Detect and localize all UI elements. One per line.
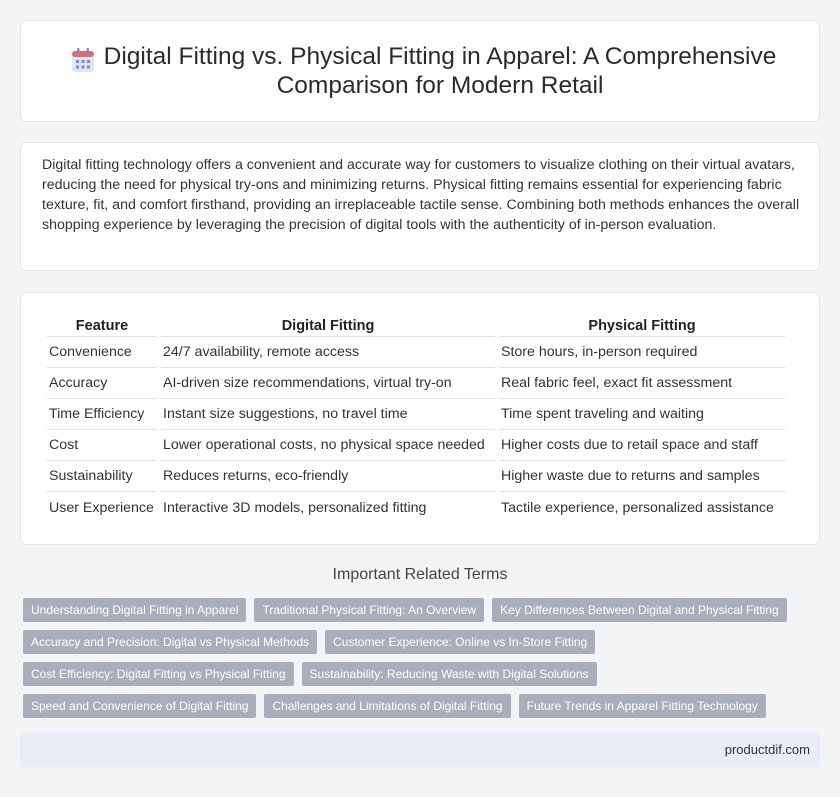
- table-cell: Time Efficiency: [47, 399, 157, 430]
- table-cell: Instant size suggestions, no travel time: [161, 399, 495, 430]
- related-term-link[interactable]: Sustainability: Reducing Waste with Digital Solutions: [302, 662, 597, 686]
- table-cell: Store hours, in-person required: [499, 337, 785, 368]
- table-row: [47, 492, 785, 523]
- tag-row: [23, 598, 823, 622]
- table-cell: Accuracy: [47, 368, 157, 399]
- related-terms-title: Important Related Terms: [332, 566, 508, 583]
- related-terms-list: [23, 598, 823, 726]
- intro-text: Digital fitting technology offers a convenient and accurate way for customers to visualize clothing on their virtual avatars, reducing the need for physical try-ons and minimizing returns. Physical fitting remains essential for experiencing fabric texture, fit, and comfort firsthand, providing an irreplaceable tactile sense. Combining both methods enhances the overall shopping experience by leveraging the precision of digital tools with the authenticity of in-person evaluation.: [42, 157, 800, 233]
- table-cell: Interactive 3D models, personalized fitting: [163, 499, 427, 516]
- related-term-link[interactable]: Cost Efficiency: Digital Fitting vs Physical Fitting: [23, 662, 294, 686]
- table-cell: Higher waste due to returns and samples: [499, 461, 785, 492]
- table-row: [47, 461, 785, 492]
- tag-row: [23, 694, 823, 718]
- related-term-link[interactable]: Understanding Digital Fitting in Apparel: [23, 598, 246, 622]
- tag-row: [23, 662, 823, 686]
- table-cell: Cost: [47, 430, 157, 461]
- table-cell: Time spent traveling and waiting: [499, 399, 785, 430]
- table-cell: User Experience: [49, 499, 154, 516]
- related-term-link[interactable]: Future Trends in Apparel Fitting Technology: [519, 694, 766, 718]
- related-term-link[interactable]: Traditional Physical Fitting: An Overview: [254, 598, 484, 622]
- table-row: [47, 368, 785, 399]
- table-row: [47, 430, 785, 461]
- related-term-link[interactable]: Customer Experience: Online vs In-Store Fitting: [325, 630, 595, 654]
- table-cell: Convenience: [47, 337, 157, 368]
- table-cell: Higher costs due to retail space and staff: [499, 430, 785, 461]
- table-cell: AI-driven size recommendations, virtual try-on: [161, 368, 495, 399]
- intro-card: [20, 142, 820, 271]
- table-cell: 24/7 availability, remote access: [161, 337, 495, 368]
- header-digital: Digital Fitting: [161, 313, 495, 337]
- footer-site-link[interactable]: productdif.com: [724, 742, 810, 757]
- header-card: [20, 20, 820, 122]
- header-physical: Physical Fitting: [499, 313, 785, 337]
- related-term-link[interactable]: Accuracy and Precision: Digital vs Physical Methods: [23, 630, 317, 654]
- page-title: Digital Fitting vs. Physical Fitting in Apparel: A Comprehensive Comparison for Modern Retail: [103, 43, 777, 99]
- header-feature: Feature: [47, 313, 157, 337]
- table-row: [47, 337, 785, 368]
- tag-row: [23, 630, 823, 654]
- related-term-link[interactable]: Key Differences Between Digital and Physical Fitting: [492, 598, 787, 622]
- table-cell: Reduces returns, eco-friendly: [161, 461, 495, 492]
- comparison-card: [20, 292, 820, 545]
- related-term-link[interactable]: Challenges and Limitations of Digital Fitting: [264, 694, 510, 718]
- table-cell: Tactile experience, personalized assistance: [501, 499, 774, 516]
- table-cell: Lower operational costs, no physical space needed: [161, 430, 495, 461]
- related-term-link[interactable]: Speed and Convenience of Digital Fitting: [23, 694, 256, 718]
- comparison-table: [43, 313, 789, 523]
- footer: [20, 733, 820, 767]
- table-row: [47, 399, 785, 430]
- table-cell: Real fabric feel, exact fit assessment: [499, 368, 785, 399]
- table-cell: Sustainability: [47, 461, 157, 492]
- table-header-row: [47, 313, 785, 337]
